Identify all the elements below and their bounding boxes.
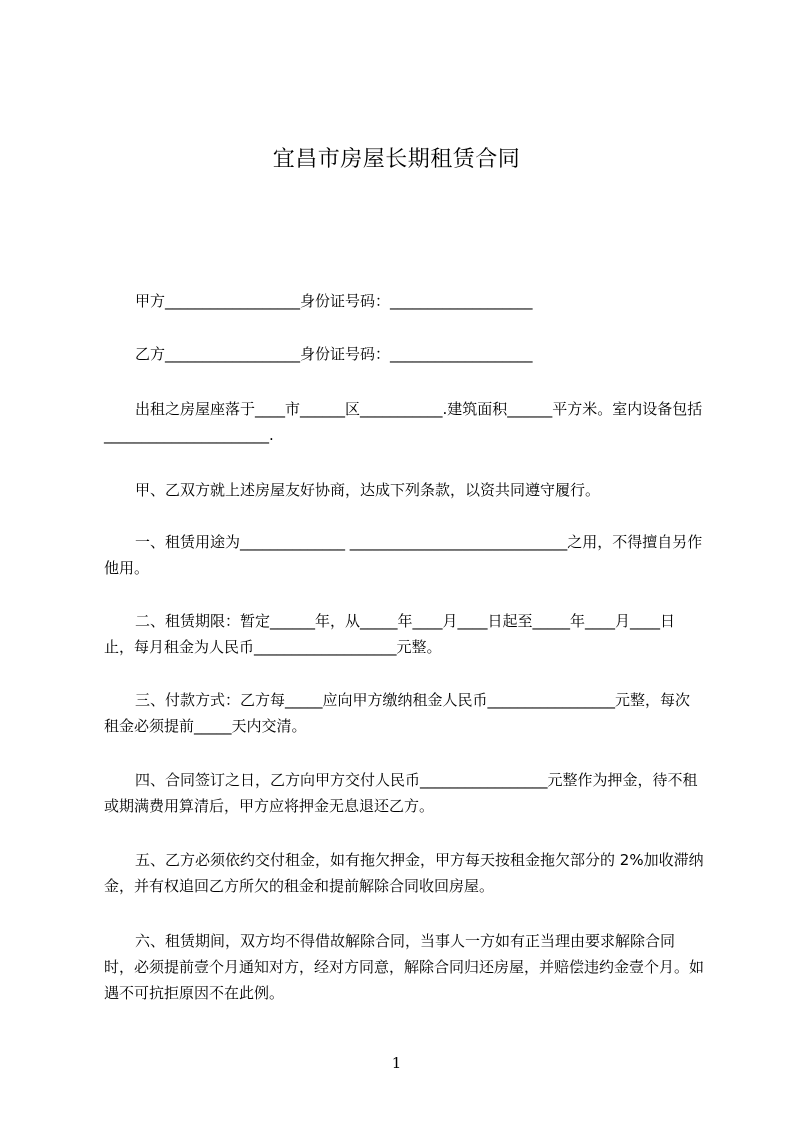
clause-2-paragraph: 二、租赁期限：暂定______年，从_____年____月____日起至_____年____月____日止，每月租金为人民币___________________元整。 [104, 612, 676, 656]
page-number: 1 [391, 1054, 402, 1072]
party-b-line: 乙方__________________身份证号码：___________________ [135, 345, 533, 363]
clause-4-paragraph: 四、合同签订之日，乙方向甲方交付人民币_________________元整作为押金，待不租或期满费用算清后，甲方应将押金无息退还乙方。 [104, 771, 698, 815]
agreement-intro-paragraph: 甲、乙双方就上述房屋友好协商，达成下列条款，以资共同遵守履行。 [135, 481, 601, 499]
clause-6-paragraph: 六、租赁期间，双方均不得借故解除合同，当事人一方如有正当理由要求解除合同时，必须提前壹个月通知对方，经对方同意，解除合同归还房屋，并赔偿违约金壹个月。如遇不可抗拒原因不在此例。 [104, 932, 705, 1002]
clause-3-paragraph: 三、付款方式：乙方每_____应向甲方缴纳租金人民币_________________元整，每次租金必须提前_____天内交清。 [104, 691, 691, 735]
party-a-line: 甲方__________________身份证号码：___________________ [135, 292, 533, 310]
clause-5-paragraph: 五、乙方必须依约交付租金，如有拖欠押金，甲方每天按租金拖欠部分的 2%加收滞纳金，并有权追回乙方所欠的租金和提前解除合同收回房屋。 [104, 851, 704, 895]
clause-1-paragraph: 一、租赁用途为______________ _____________________________之用，不得擅自另作他用。 [104, 533, 703, 577]
premises-paragraph: 出租之房屋座落于____市______区___________.建筑面积______平方米。室内设备包括______________________. [104, 400, 703, 444]
document-title: 宜昌市房屋长期租赁合同 [272, 147, 521, 172]
